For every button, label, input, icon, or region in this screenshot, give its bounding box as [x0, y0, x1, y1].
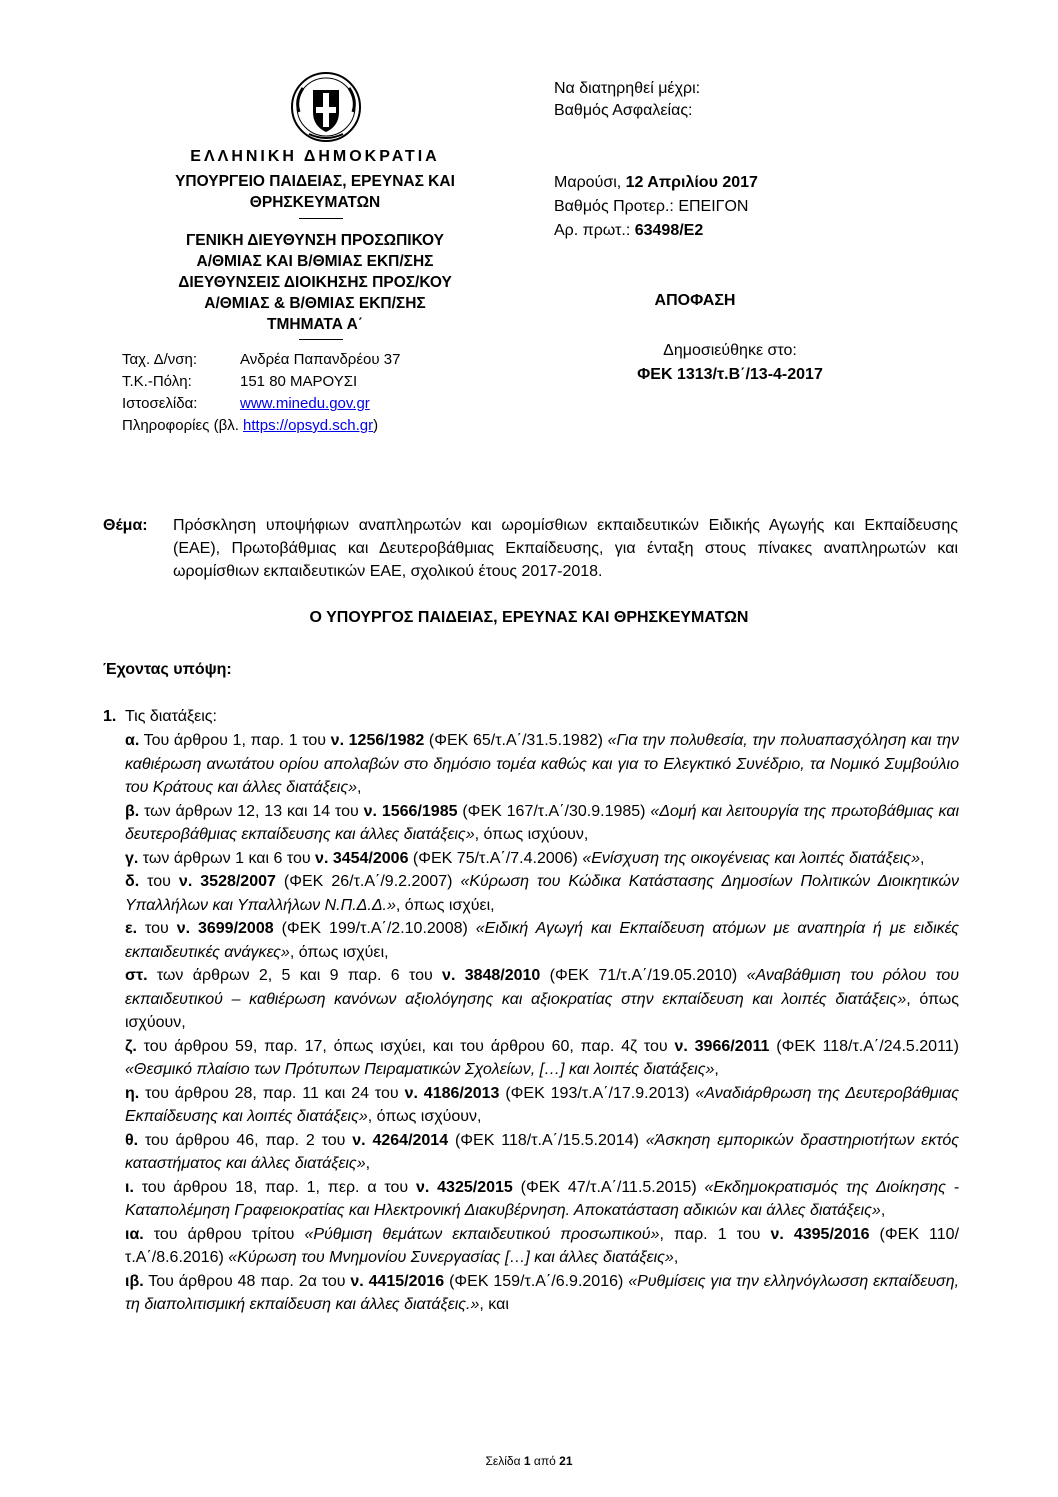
place-date: [554, 172, 758, 194]
place: Μαρούσι,: [554, 174, 626, 191]
list-item: γ. των άρθρων 1 και 6 του ν. 3454/2006 (ΦΕΚ 75/τ.Α΄/7.4.2006) «Ενίσχυση της οικογένειας και λοιπές διατάξεις»,: [125, 849, 925, 867]
country-name: ΕΛΛΗΝΙΚΗ ΔΗΜΟΚΡΑΤΙΑ: [190, 148, 440, 165]
list-item: ια. του άρθρου τρίτου «Ρύθμιση θεμάτων εκπαιδευτικού προσωπικού», παρ. 1 του ν. 4395/2016 (ΦΕΚ 110/τ.Α΄/8.6.2016) «Κύρωση του Μνημονίου Συνεργασίας […] και άλλες διατάξεις»,: [125, 1225, 960, 1266]
subject-text: Πρόσκληση υποψήφιων αναπληρωτών και ωρομίσθιων εκπαιδευτικών Ειδικής Αγωγής και Εκπαίδευσης (ΕΑΕ), Πρωτοβάθμιας και Δευτεροβάθμιας Εκπαίδευσης, για ένταξη στους πίνακες αναπληρωτών και ωρομίσθιων εκπαιδευτικών ΕΑΕ, σχολικού έτους 2017-2018.: [173, 517, 958, 580]
list-item: ι. του άρθρου 18, παρ. 1, περ. α του ν. 4325/2015 (ΦΕΚ 47/τ.Α΄/11.5.2015) «Εκδημοκρατισμός της Διοίκησης - Καταπολέμηση Γραφειοκρατίας και Ηλεκτρονική Διακυβέρνηση. Αποκατάσταση αδικιών και άλλες διατάξεις»,: [125, 1178, 960, 1219]
decision-title: ΑΠΟΦΑΣΗ: [654, 292, 736, 309]
keep-until: Να διατηρηθεί μέχρι:: [554, 80, 701, 97]
page-total: 21: [559, 1454, 573, 1468]
contact-address: [122, 350, 400, 370]
department-line-5: ΤΜΗΜΑΤΑ Α΄: [267, 316, 363, 333]
list-number: 1.: [103, 708, 117, 725]
page-of: από: [530, 1454, 560, 1468]
subject-label: Θέμα:: [103, 517, 148, 534]
contact-label: Ιστοσελίδα:: [122, 395, 198, 412]
contact-value: Ανδρέα Παπανδρέου 37: [240, 351, 401, 368]
separator-line: [299, 339, 343, 340]
subject-block: [103, 514, 958, 583]
list-item: β. των άρθρων 12, 13 και 14 του ν. 1566/1985 (ΦΕΚ 167/τ.Α΄/30.9.1985) «Δομή και λειτουργία της πρωτοβάθμιας και δευτεροβάθμιας εκπαίδευσης και άλλες διατάξεις», όπως ισχύουν,: [125, 802, 959, 843]
page-label: Σελίδα: [485, 1454, 524, 1468]
list-item: α. Του άρθρου 1, παρ. 1 του ν. 1256/1982 (ΦΕΚ 65/τ.Α΄/31.5.1982) «Για την πολυθεσία, την πολυαπασχόληση και την καθιέρωση ανωτάτου ορίου απολαβών στο δημόσιο τομέα καθώς και για το Ελεγκτικό Συνέδριο, τα Νομικό Συμβούλιο του Κράτους και άλλες διατάξεις»,: [125, 732, 960, 796]
contact-label: Τ.Κ.-Πόλη:: [122, 373, 192, 390]
protocol-label: Αρ. πρωτ.:: [554, 222, 635, 239]
list-item: στ. των άρθρων 2, 5 και 9 παρ. 6 του ν. 3848/2010 (ΦΕΚ 71/τ.Α΄/19.05.2010) «Αναβάθμιση του ρόλου του εκπαιδευτικού – καθιέρωση κανόνων αξιολόγησης και αξιοκρατίας στην εκπαίδευση και λοιπές διατάξεις», όπως ισχύουν,: [125, 967, 960, 1031]
page-footer: [0, 1454, 1058, 1468]
ministry-name-line2: ΘΡΗΣΚΕΥΜΑΤΩΝ: [249, 194, 381, 211]
provisions-list: [125, 729, 959, 1317]
list-item: δ. του ν. 3528/2007 (ΦΕΚ 26/τ.Α΄/9.2.2007) «Κύρωση του Κώδικα Κατάστασης Δημοσίων Πολιτικών Διοικητικών Υπαλλήλων και Υπαλλήλων Ν.Π.Δ.Δ.», όπως ισχύει,: [125, 873, 960, 914]
greek-coat-of-arms-icon: [289, 70, 363, 144]
contact-value: 151 80 ΜΑΡΟΥΣΙ: [240, 373, 358, 390]
contact-website: [122, 394, 370, 414]
contact-prefix: (βλ.: [213, 417, 244, 434]
list-item: θ. του άρθρου 46, παρ. 2 του ν. 4264/2014 (ΦΕΚ 118/τ.Α΄/15.5.2014) «Άσκηση εμπορικών δραστηριοτήτων εκτός καταστήματος και άλλες διατάξεις»,: [125, 1131, 960, 1172]
minister-heading: Ο ΥΠΟΥΡΓΟΣ ΠΑΙΔΕΙΑΣ, ΕΡΕΥΝΑΣ ΚΑΙ ΘΡΗΣΚΕΥΜΑΤΩΝ: [309, 609, 749, 626]
contact-suffix: ): [373, 417, 379, 434]
list-item: ιβ. Του άρθρου 48 παρ. 2α του ν. 4415/2016 (ΦΕΚ 159/τ.Α΄/6.9.2016) «Ρυθμίσεις για την ελληνόγλωσση εκπαίδευση, τη διαπολιτισμική εκπαίδευση και άλλες διατάξεις.», και: [125, 1272, 960, 1313]
list-item: ζ. του άρθρου 59, παρ. 17, όπως ισχύει, και του άρθρου 60, παρ. 4ζ του ν. 3966/2011 (ΦΕΚ 118/τ.Α΄/24.5.2011) «Θεσμικό πλαίσιο των Πρότυπων Πειραματικών Σχολείων, […] και λοιπές διατάξεις»,: [125, 1037, 960, 1078]
list-intro: Τις διατάξεις:: [125, 708, 217, 725]
opsyd-link[interactable]: https://opsyd.sch.gr: [243, 417, 374, 434]
protocol-number-row: [554, 220, 703, 242]
security-level: Βαθμός Ασφαλείας:: [554, 102, 693, 119]
department-line-2: Α/ΘΜΙΑΣ ΚΑΙ Β/ΘΜΙΑΣ ΕΚΠ/ΣΗΣ: [196, 253, 434, 270]
gazette-reference: ΦΕΚ 1313/τ.Β΄/13-4-2017: [637, 366, 823, 383]
department-line-1: ΓΕΝΙΚΗ ΔΙΕΥΘΥΝΣΗ ΠΡΟΣΩΠΙΚΟΥ: [185, 232, 445, 249]
department-line-3: ΔΙΕΥΘΥΝΣΕΙΣ ΔΙΟΙΚΗΣΗΣ ΠΡΟΣ/ΚΟΥ: [178, 274, 452, 291]
separator-line: [299, 218, 343, 219]
contact-info: [122, 416, 378, 436]
contact-label: Ταχ. Δ/νση:: [122, 351, 198, 368]
department-line-4: Α/ΘΜΙΑΣ & Β/ΘΜΙΑΣ ΕΚΠ/ΣΗΣ: [204, 295, 426, 312]
protocol-number: 63498/Ε2: [634, 222, 704, 239]
page-number: 1: [523, 1454, 531, 1468]
ministry-name-line1: ΥΠΟΥΡΓΕΙΟ ΠΑΙΔΕΙΑΣ, ΕΡΕΥΝΑΣ ΚΑΙ: [175, 173, 455, 190]
priority: Βαθμός Προτερ.: ΕΠΕΙΓΟΝ: [554, 198, 749, 215]
list-item: ε. του ν. 3699/2008 (ΦΕΚ 199/τ.Α΄/2.10.2008) «Ειδική Αγωγή και Εκπαίδευση ατόμων με αναπηρία ή με ειδικές εκπαιδευτικές ανάγκες», όπως ισχύει,: [125, 920, 960, 961]
contact-postcode-city: [122, 372, 357, 392]
considering-heading: Έχοντας υπόψη:: [103, 661, 232, 678]
date: 12 Απριλίου 2017: [625, 174, 758, 191]
list-item: η. του άρθρου 28, παρ. 11 και 24 του ν. 4186/2013 (ΦΕΚ 193/τ.Α΄/17.9.2013) «Αναδιάρθρωση της Δευτεροβάθμιας Εκπαίδευσης και λοιπές διατάξεις», όπως ισχύουν,: [125, 1084, 960, 1125]
contact-label: Πληροφορίες: [122, 417, 210, 434]
published-in: Δημοσιεύθηκε στο:: [663, 342, 797, 359]
website-link[interactable]: www.minedu.gov.gr: [240, 395, 370, 412]
